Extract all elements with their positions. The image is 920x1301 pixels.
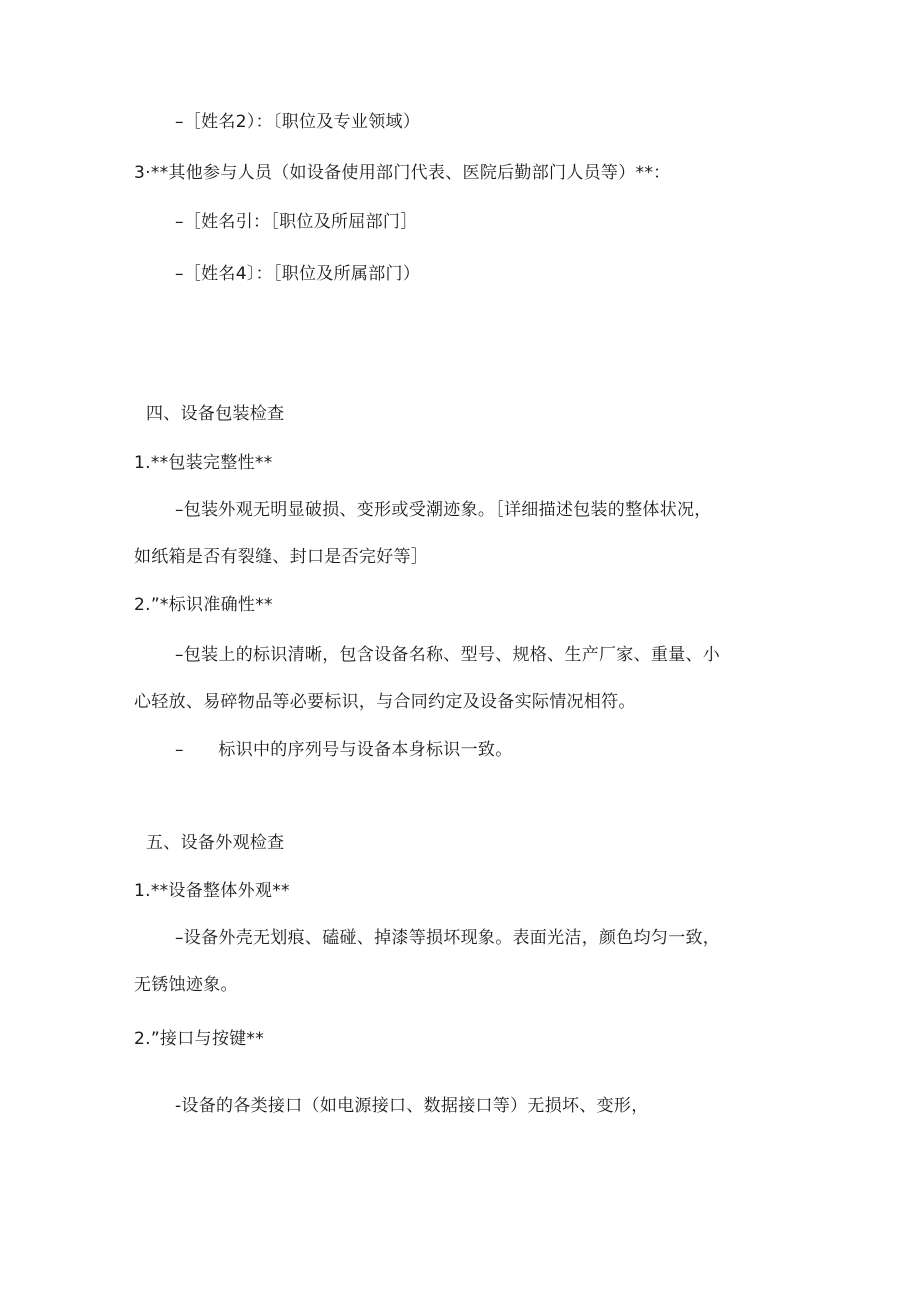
packaging-integrity-heading: 1.**包装完整性** bbox=[134, 453, 273, 473]
ports-buttons-text-1: -设备的各类接口（如电源接口、数据接口等）无损坏、变形， bbox=[175, 1096, 649, 1116]
label-accuracy-text-1: –包装上的标识清晰，包含设备名称、型号、规格、生产厂家、重量、小 bbox=[175, 645, 721, 665]
overall-appearance-text-2: 无锈蚀迹象。 bbox=[134, 975, 238, 995]
label-accuracy-text-2: 心轻放、易碎物品等必要标识，与合同约定及设备实际情况相符。 bbox=[134, 692, 636, 712]
other-participants-heading: 3·**其他参与人员（如设备使用部门代表、医院后勤部门人员等）**： bbox=[134, 163, 671, 183]
participant-2-line: –［姓名2）：〔职位及专业领域） bbox=[175, 112, 421, 132]
label-accuracy-heading: 2.”*标识准确性** bbox=[134, 595, 273, 615]
overall-appearance-text-1: –设备外壳无划痕、磕碰、掉漆等损坏现象。表面光洁，颜色均匀一致， bbox=[175, 928, 721, 948]
section-5-title: 五、设备外观检查 bbox=[146, 833, 285, 853]
ports-buttons-heading: 2.”接口与按键** bbox=[134, 1029, 265, 1049]
serial-number-text: – 标识中的序列号与设备本身标识一致。 bbox=[175, 740, 513, 760]
packaging-integrity-text-1: –包装外观无明显破损、变形或受潮迹象。［详细描述包装的整体状况， bbox=[175, 500, 712, 520]
section-4-title: 四、设备包装检查 bbox=[146, 404, 285, 424]
packaging-integrity-text-2: 如纸箱是否有裂缝、封口是否完好等］ bbox=[134, 547, 429, 567]
participant-4-line: –［姓名4〕：［职位及所属部门） bbox=[175, 264, 421, 284]
overall-appearance-heading: 1.**设备整体外观** bbox=[134, 881, 290, 901]
participant-3-line: –［姓名引：［职位及所屈部门］ bbox=[175, 212, 418, 232]
